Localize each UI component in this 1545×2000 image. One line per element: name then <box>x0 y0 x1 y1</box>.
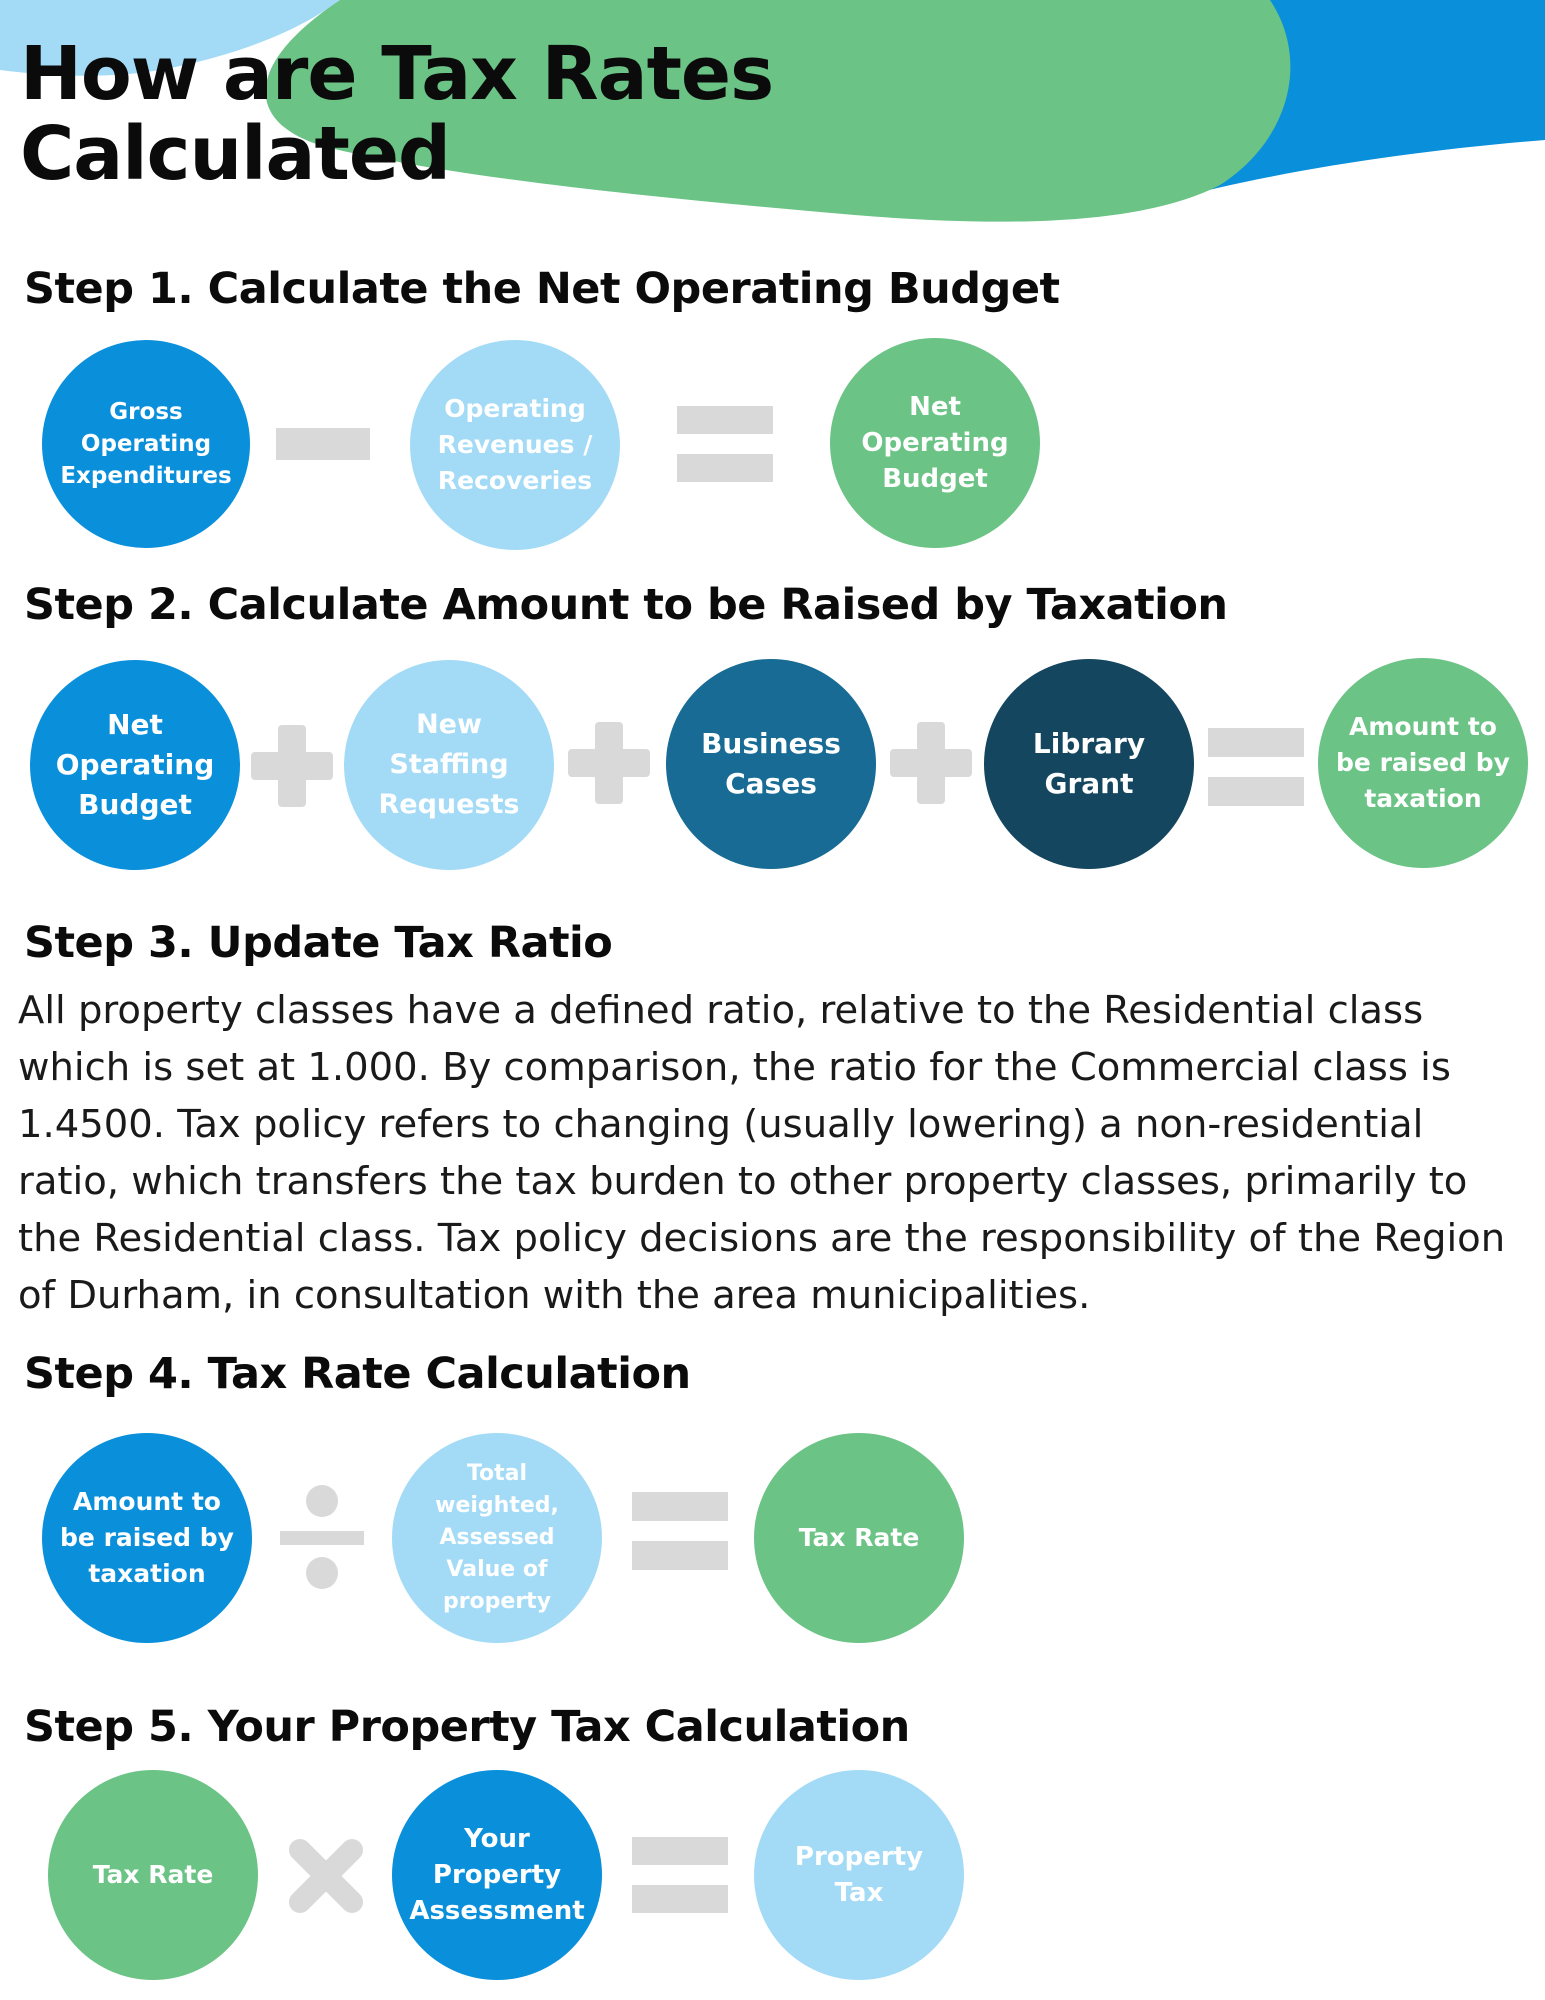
equals-icon <box>632 1492 728 1570</box>
term-label: New Staffing Requests <box>378 709 520 820</box>
term-label: Your Property Assessment <box>409 1824 585 1926</box>
net-operating-budget-circle <box>30 660 240 870</box>
property-tax-circle <box>754 1770 964 1980</box>
plus-icon <box>251 725 333 807</box>
title-line-1: How are Tax Rates <box>20 31 774 117</box>
term-label: Gross Operating Expenditures <box>60 399 232 489</box>
plus-icon <box>890 722 972 804</box>
amount-raised-by-taxation-circle <box>42 1433 252 1643</box>
term-label: Tax Rate <box>92 1860 214 1889</box>
divide-icon <box>280 1485 364 1589</box>
term-label: Library Grant <box>1032 727 1146 800</box>
title-line-2: Calculated <box>20 111 450 197</box>
equals-icon <box>1208 728 1304 806</box>
library-grant-circle <box>984 659 1194 869</box>
term-label: Amount to be raised by taxation <box>1336 712 1510 813</box>
tax-rate-circle <box>48 1770 258 1980</box>
new-staffing-requests-circle <box>344 660 554 870</box>
term-label: Amount to be raised by taxation <box>60 1487 234 1588</box>
term-label: Total weighted, Assessed Value of property <box>435 1461 559 1614</box>
term-label: Property Tax <box>794 1842 924 1908</box>
tax-ratio-paragraph: All property classes have a defined ratio, relative to the Residential class which is set at 1.000. By comparison, the ratio for the Commercial class is 1.4500. Tax policy refers to changing (usually lowering) a non-residential ratio, which transfers the tax burden to other property classes, primarily to the Residential class. Tax policy decisions are the responsibility of the Region of Durham, in consultation with the area municipalities. <box>18 988 1506 1318</box>
step-2-heading: Step 2. Calculate Amount to be Raised by Taxation <box>24 580 1228 630</box>
term-label: Business Cases <box>701 727 841 800</box>
step-3-heading: Step 3. Update Tax Ratio <box>24 918 613 968</box>
minus-icon <box>276 428 370 460</box>
tax-rate-circle <box>754 1433 964 1643</box>
your-property-assessment-circle <box>392 1770 602 1980</box>
multiply-icon <box>286 1836 366 1916</box>
gross-operating-expenditures-circle <box>42 340 250 548</box>
amount-raised-by-taxation-circle <box>1318 658 1528 868</box>
term-label: Net Operating Budget <box>55 708 215 821</box>
operating-revenues-recoveries-circle <box>410 340 620 550</box>
equals-icon <box>677 406 773 482</box>
step-1-heading: Step 1. Calculate the Net Operating Budget <box>24 264 1060 314</box>
term-label: Net Operating Budget <box>861 392 1009 494</box>
net-operating-budget-circle <box>830 338 1040 548</box>
page-title <box>20 31 774 197</box>
equals-icon <box>632 1837 728 1913</box>
step-4-heading: Step 4. Tax Rate Calculation <box>24 1349 691 1399</box>
business-cases-circle <box>666 659 876 869</box>
step-5-heading: Step 5. Your Property Tax Calculation <box>24 1702 910 1752</box>
total-weighted-assessed-value-circle <box>392 1433 602 1643</box>
plus-icon <box>568 722 650 804</box>
term-label: Tax Rate <box>798 1523 920 1552</box>
term-label: Operating Revenues / Recoveries <box>437 394 593 495</box>
